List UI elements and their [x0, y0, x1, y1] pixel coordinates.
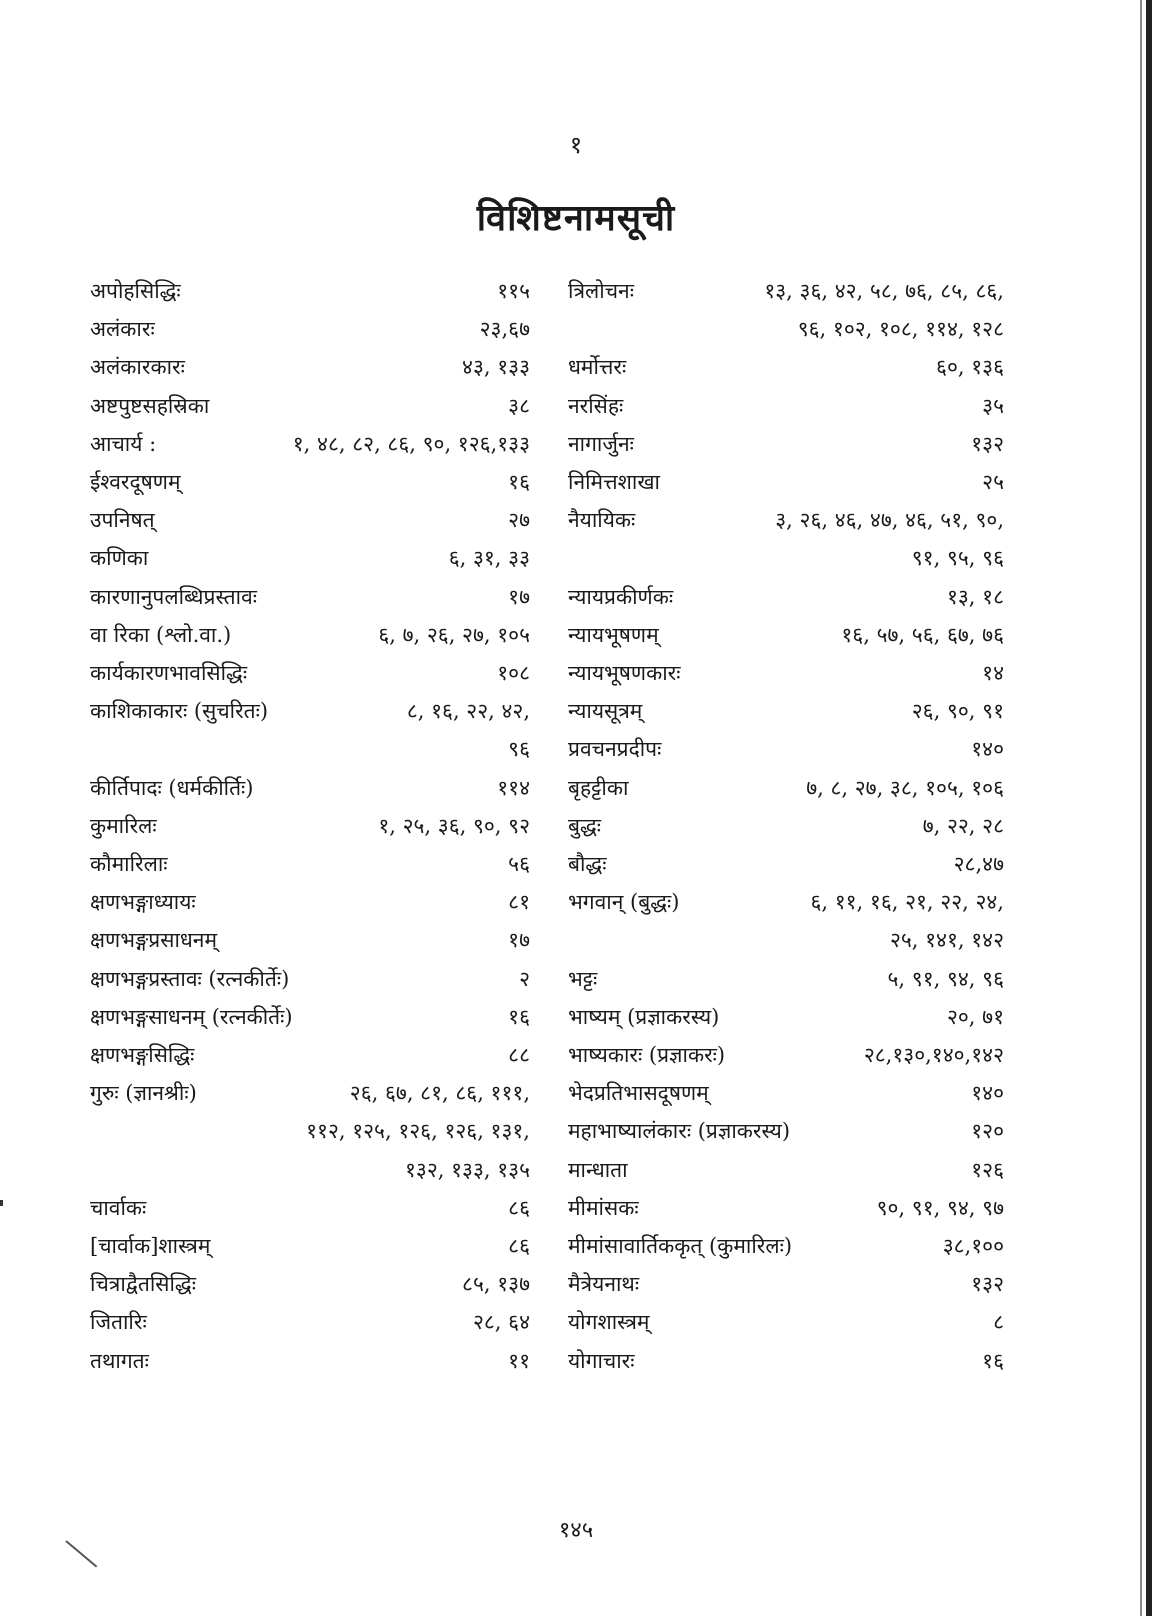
index-pages: ८६ — [508, 1234, 530, 1259]
index-entry-row — [90, 769, 530, 807]
index-entry — [568, 387, 1004, 425]
top-mark: १ — [569, 131, 583, 159]
index-entry-row — [90, 960, 530, 998]
index-term: भाष्यकारः (प्रज्ञाकरः) — [568, 1043, 726, 1068]
index-entry — [90, 960, 530, 998]
index-term: अष्टपुष्टसहस्रिका — [90, 393, 210, 418]
index-entry — [568, 1112, 1004, 1150]
index-entry — [90, 578, 530, 616]
index-term: अलंकारकारः — [90, 355, 185, 380]
index-entry — [568, 960, 1004, 998]
index-pages: ८ — [993, 1310, 1004, 1335]
scan-scratch — [65, 1540, 97, 1567]
index-entry-row — [90, 578, 530, 616]
index-term: धर्मोत्तरः — [568, 355, 627, 380]
index-term: तथागतः — [90, 1348, 149, 1373]
index-entry — [568, 1265, 1004, 1303]
index-entry-row — [90, 1303, 530, 1341]
index-pages: ४३, १३३ — [462, 355, 530, 380]
index-term: कौमारिलाः — [90, 852, 168, 877]
index-entry — [568, 998, 1004, 1036]
index-term: बौद्धः — [568, 852, 607, 877]
index-entry — [90, 616, 530, 654]
page-edge-shadow — [1146, 0, 1152, 1616]
page-number: १४५ — [558, 1518, 594, 1543]
index-entry-row — [568, 616, 1004, 654]
index-entry-row — [568, 960, 1004, 998]
index-pages: १३, १८ — [946, 584, 1004, 609]
left-index-column — [90, 272, 530, 1380]
right-index-column — [568, 272, 1004, 1380]
index-pages: १३२ — [971, 431, 1004, 456]
index-entry-row — [568, 769, 1004, 807]
index-pages: ९०, ९१, ९४, ९७ — [876, 1195, 1004, 1220]
index-entry — [90, 1189, 530, 1227]
index-entry-row — [90, 654, 530, 692]
index-term: नैयायिकः — [568, 508, 636, 533]
index-entry-row — [568, 501, 1004, 539]
index-pages: १६ — [982, 1348, 1004, 1373]
page-title: विशिष्टनामसूची — [476, 197, 676, 239]
index-pages: १४ — [982, 661, 1004, 686]
index-term: निमित्तशाखा — [568, 470, 660, 495]
index-pages: ११५ — [497, 279, 530, 303]
index-entry-row — [90, 463, 530, 501]
index-term: मीमांसावार्तिककृत् (कुमारिलः) — [568, 1234, 793, 1259]
index-pages: ८६ — [508, 1195, 530, 1220]
index-pages: ८, १६, २२, ४२, — [406, 699, 530, 724]
index-term: भेदप्रतिभासदूषणम् — [568, 1081, 709, 1106]
index-entry — [90, 348, 530, 386]
index-pages: ३५ — [982, 393, 1004, 418]
index-entry-row — [90, 921, 530, 959]
index-entry-row — [90, 807, 530, 845]
index-entry — [90, 807, 530, 845]
index-pages: ८१ — [508, 890, 530, 915]
index-entry-row — [90, 1265, 530, 1303]
index-pages: ३८,१०० — [942, 1234, 1004, 1259]
index-entry-row — [568, 348, 1004, 386]
index-entry — [568, 1151, 1004, 1189]
index-term: क्षणभङ्गप्रस्तावः (रत्नकीर्तेः) — [90, 966, 290, 991]
index-pages: ६, ११, १६, २१, २२, २४, — [810, 890, 1004, 915]
index-entry-row — [90, 387, 530, 425]
index-term: अपोहसिद्धिः — [90, 279, 181, 303]
index-pages: ११ — [508, 1348, 530, 1373]
index-entry-row — [568, 1227, 1004, 1265]
index-entry-row — [568, 692, 1004, 730]
index-entry — [90, 1342, 530, 1380]
index-term: प्रवचनप्रदीपः — [568, 737, 662, 762]
index-term: नरसिंहः — [568, 393, 624, 418]
index-pages: १४० — [971, 737, 1004, 762]
index-entry — [90, 1303, 530, 1341]
index-term: न्यायभूषणम् — [568, 622, 659, 647]
index-term: गुरुः (ज्ञानश्रीः) — [90, 1081, 197, 1106]
index-pages: २६, ६७, ८१, ८६, १११, — [349, 1081, 530, 1106]
index-entry-row — [568, 1151, 1004, 1189]
index-entry-row — [90, 845, 530, 883]
index-entry — [90, 883, 530, 921]
index-entry-row — [90, 1342, 530, 1380]
index-term: मैत्रेयनाथः — [568, 1272, 640, 1297]
index-pages: ५, ९१, ९४, ९६ — [887, 966, 1004, 991]
index-term: कारणानुपलब्धिप्रस्तावः — [90, 584, 257, 609]
index-term: भाष्यम् (प्रज्ञाकरस्य) — [568, 1004, 720, 1029]
index-entry — [90, 654, 530, 692]
index-entry — [90, 272, 530, 310]
index-term: योगशास्त्रम् — [568, 1310, 650, 1335]
index-entry-row — [568, 845, 1004, 883]
index-term: उपनिषत् — [90, 508, 155, 533]
index-pages: २०, ७१ — [946, 1004, 1004, 1029]
index-term: काशिकाकारः (सुचरितः) — [90, 699, 269, 724]
index-pages: ६०, १३६ — [936, 355, 1004, 380]
index-pages: ७, ८, २७, ३८, १०५, १०६ — [806, 775, 1004, 800]
index-pages: २८,१३०,१४०,१४२ — [863, 1043, 1004, 1068]
index-entry-row — [90, 1227, 530, 1265]
index-entry — [568, 501, 1004, 577]
index-term: चित्राद्वैतसिद्धिः — [90, 1272, 196, 1297]
index-entry — [568, 1036, 1004, 1074]
index-entry-row — [90, 998, 530, 1036]
index-entry-row — [90, 692, 530, 730]
index-term: योगाचारः — [568, 1348, 635, 1373]
index-pages-continuation: ९१, ९५, ९६ — [911, 546, 1004, 571]
index-term: न्यायसूत्रम् — [568, 699, 643, 724]
index-term: भगवान् (बुद्धः) — [568, 890, 680, 915]
index-pages: १६, ५७, ५६, ६७, ७६ — [841, 622, 1004, 647]
index-pages: २८, ६४ — [472, 1310, 530, 1335]
index-entry — [568, 654, 1004, 692]
index-pages: १७ — [508, 928, 530, 953]
index-term: वा रिका (श्लो.वा.) — [90, 622, 232, 647]
index-term: अलंकारः — [90, 317, 155, 342]
index-entry — [90, 692, 530, 768]
index-pages: ५६ — [508, 852, 530, 877]
index-entry-row — [568, 1036, 1004, 1074]
index-pages-continuation: ११२, १२५, १२६, १२६, १३१, — [306, 1119, 530, 1144]
index-entry-row — [90, 539, 530, 577]
index-term: कणिका — [90, 546, 149, 571]
scan-mark — [0, 1200, 3, 1206]
index-pages: १४० — [971, 1081, 1004, 1106]
index-term: क्षणभङ्गसाधनम् (रत्नकीर्तेः) — [90, 1004, 293, 1029]
index-term: भट्टः — [568, 966, 598, 991]
index-pages: २७ — [508, 508, 530, 533]
index-entry — [568, 425, 1004, 463]
index-pages: २६, ९०, ९१ — [911, 699, 1004, 724]
index-entry-row — [90, 425, 530, 463]
index-entry-row — [568, 1342, 1004, 1380]
index-term: कीर्तिपादः (धर्मकीर्तिः) — [90, 775, 254, 800]
index-term: जितारिः — [90, 1310, 147, 1335]
index-entry — [568, 1303, 1004, 1341]
page-edge-line — [1140, 0, 1142, 1616]
index-entry-row — [90, 616, 530, 654]
index-term: क्षणभङ्गप्रसाधनम् — [90, 928, 218, 953]
index-term: कुमारिलः — [90, 813, 157, 838]
index-term: नागार्जुनः — [568, 431, 634, 456]
index-pages: १०८ — [497, 661, 530, 686]
index-entry — [90, 998, 530, 1036]
index-pages: १३२ — [971, 1272, 1004, 1297]
index-term: न्यायभूषणकारः — [568, 661, 681, 686]
index-term: क्षणभङ्गसिद्धिः — [90, 1043, 195, 1068]
index-entry — [90, 310, 530, 348]
index-entry-row — [568, 425, 1004, 463]
index-entry-row — [90, 501, 530, 539]
index-entry — [568, 1189, 1004, 1227]
index-term: चार्वाकः — [90, 1195, 147, 1220]
index-entry — [90, 463, 530, 501]
index-entry — [90, 1036, 530, 1074]
index-entry — [568, 272, 1004, 348]
index-entry-row — [568, 272, 1004, 310]
index-entry-row — [90, 1189, 530, 1227]
index-entry-row — [568, 1303, 1004, 1341]
index-entry-row — [568, 654, 1004, 692]
index-pages: ८८ — [508, 1043, 530, 1068]
index-entry — [568, 578, 1004, 616]
index-pages: २३,६७ — [479, 317, 530, 342]
index-entry — [90, 921, 530, 959]
index-entry — [568, 1227, 1004, 1265]
index-term: आचार्य : — [90, 431, 157, 456]
index-term: कार्यकारणभावसिद्धिः — [90, 661, 248, 686]
index-pages-continuation: २५, १४१, १४२ — [889, 928, 1004, 953]
index-pages: ६, ३१, ३३ — [448, 546, 530, 571]
index-pages: १२६ — [971, 1157, 1004, 1182]
index-term: ईश्वरदूषणम् — [90, 470, 181, 495]
index-entry — [568, 1074, 1004, 1112]
index-entry — [90, 425, 530, 463]
index-pages: ३, २६, ४६, ४७, ४६, ५१, ९०, — [775, 508, 1004, 533]
index-pages: ८५, १३७ — [462, 1272, 530, 1297]
index-entry — [568, 1342, 1004, 1380]
index-entry-row — [568, 1074, 1004, 1112]
index-pages: १२० — [971, 1119, 1004, 1144]
index-pages: १, २५, ३६, ९०, ९२ — [378, 813, 530, 838]
index-pages: २८,४७ — [953, 852, 1004, 877]
index-entry — [568, 845, 1004, 883]
index-pages: २ — [519, 966, 530, 991]
index-entry-row — [568, 807, 1004, 845]
index-entry — [90, 1227, 530, 1265]
index-entry-row — [568, 1112, 1004, 1150]
index-term: बृहट्टीका — [568, 775, 629, 800]
index-entry-row — [90, 1036, 530, 1074]
index-entry-row — [90, 1074, 530, 1112]
index-entry-row — [90, 348, 530, 386]
index-entry-row — [568, 998, 1004, 1036]
index-entry-row — [568, 1189, 1004, 1227]
index-entry — [90, 845, 530, 883]
index-term: मीमांसकः — [568, 1195, 639, 1220]
index-entry — [90, 387, 530, 425]
index-pages-continuation: ९६, १०२, १०८, ११४, १२८ — [797, 317, 1004, 342]
index-entry — [90, 769, 530, 807]
index-entry — [568, 616, 1004, 654]
index-pages: ६, ७, २६, २७, १०५ — [378, 622, 530, 647]
index-entry-row — [568, 463, 1004, 501]
index-term: बुद्धः — [568, 813, 602, 838]
index-entry — [568, 348, 1004, 386]
index-term: [चार्वाक]शास्त्रम् — [90, 1234, 211, 1259]
index-entry-row — [568, 578, 1004, 616]
index-entry — [568, 769, 1004, 807]
index-pages-continuation: ९६ — [508, 737, 530, 762]
index-entry-row — [90, 310, 530, 348]
index-term: मान्धाता — [568, 1157, 628, 1182]
index-pages: १७ — [508, 584, 530, 609]
index-entry-row — [568, 387, 1004, 425]
index-pages: १३, ३६, ४२, ५८, ७६, ८५, ८६, — [764, 279, 1004, 303]
index-entry-row — [568, 1265, 1004, 1303]
index-entry — [90, 1074, 530, 1189]
index-pages: ११४ — [497, 775, 530, 800]
index-term: न्यायप्रकीर्णकः — [568, 584, 674, 609]
index-entry-row — [568, 883, 1004, 921]
index-entry — [568, 883, 1004, 959]
index-term: क्षणभङ्गाध्यायः — [90, 890, 196, 915]
index-entry-row — [90, 883, 530, 921]
index-pages-continuation: १३२, १३३, १३५ — [405, 1157, 530, 1182]
index-entry-row — [568, 730, 1004, 768]
index-entry — [568, 730, 1004, 768]
index-entry — [90, 539, 530, 577]
index-pages: २५ — [982, 470, 1004, 495]
index-pages: १६ — [508, 470, 530, 495]
index-entry — [90, 1265, 530, 1303]
index-term: महाभाष्यालंकारः (प्रज्ञाकरस्य) — [568, 1119, 791, 1144]
index-entry — [568, 463, 1004, 501]
index-entry — [568, 807, 1004, 845]
index-pages: १, ४८, ८२, ८६, ९०, १२६,१३३ — [292, 431, 530, 456]
index-entry — [90, 501, 530, 539]
index-pages: ७, २२, २८ — [922, 813, 1004, 838]
index-pages: १६ — [508, 1004, 530, 1029]
index-term: त्रिलोचनः — [568, 279, 634, 303]
index-pages: ३८ — [508, 393, 530, 418]
index-entry-row — [90, 272, 530, 310]
index-entry — [568, 692, 1004, 730]
